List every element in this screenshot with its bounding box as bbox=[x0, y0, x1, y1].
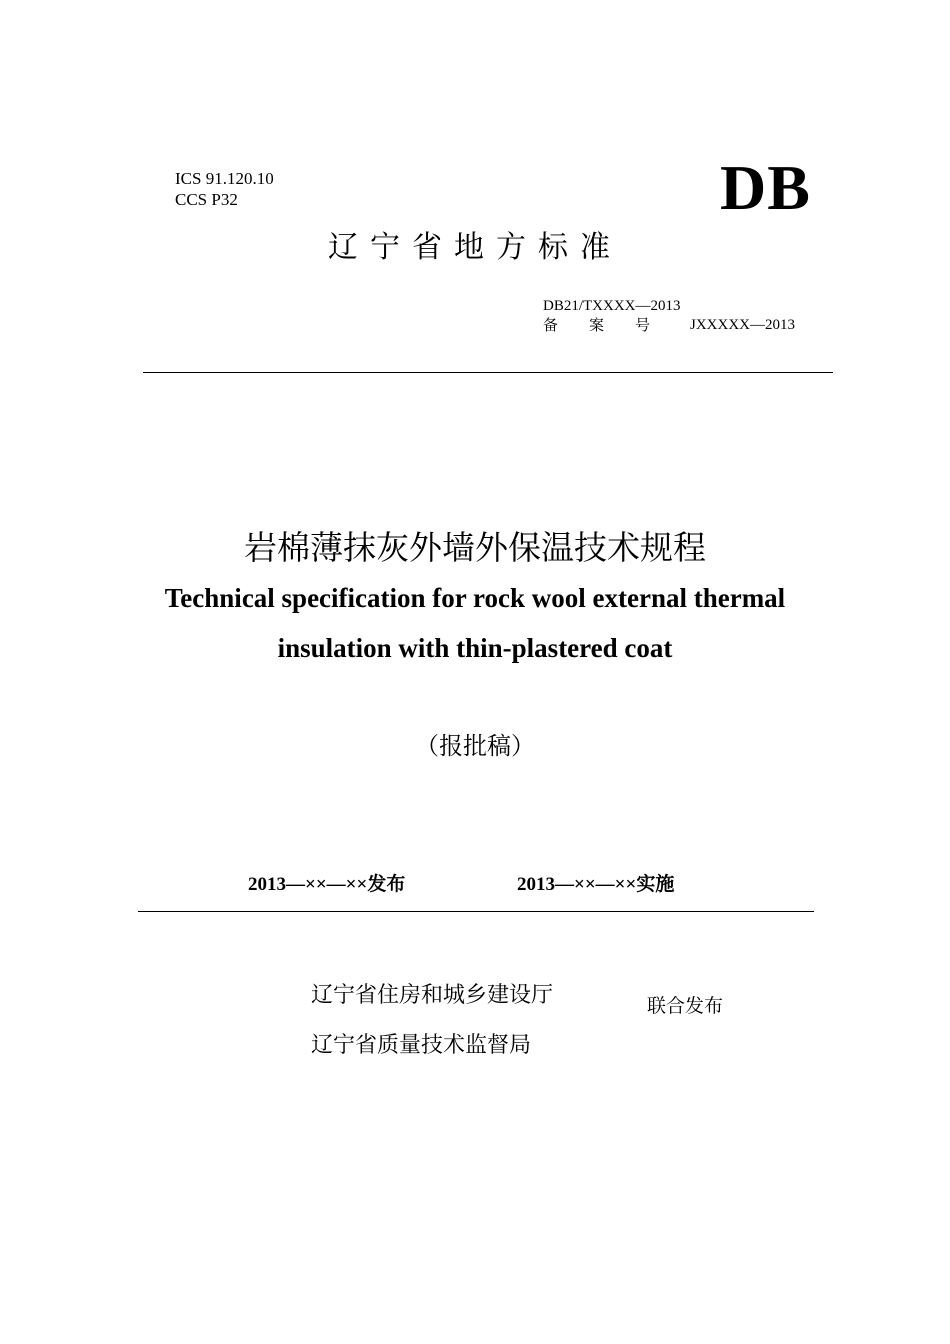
issue-date-value: 2013—××—×× bbox=[248, 874, 368, 895]
standard-type: 辽宁省地方标准 bbox=[328, 230, 622, 265]
title-chinese: 岩棉薄抹灰外墙外保温技术规程 bbox=[244, 528, 706, 567]
filing-number: JXXXXX—2013 bbox=[690, 317, 795, 333]
filing-record bbox=[543, 316, 813, 335]
implementation-date-value: 2013—××—×× bbox=[517, 874, 637, 895]
classification-codes bbox=[175, 168, 274, 210]
footer-divider bbox=[138, 911, 814, 912]
title-english-line1: Technical specification for rock wool external thermal bbox=[164, 583, 786, 613]
ics-code: ICS 91.120.10 bbox=[175, 169, 274, 188]
issue-date bbox=[248, 870, 405, 899]
issuer-housing-department: 辽宁省住房和城乡建设厅 bbox=[311, 983, 554, 1008]
issue-date-suffix: 发布 bbox=[367, 873, 406, 895]
implementation-date bbox=[517, 870, 674, 899]
filing-label: 备案号 bbox=[543, 316, 682, 334]
title-english-line2: insulation with thin-plastered coat bbox=[277, 633, 673, 663]
draft-status: （报批稿） bbox=[415, 732, 535, 760]
implementation-date-suffix: 实施 bbox=[636, 873, 675, 895]
joint-issue-label: 联合发布 bbox=[647, 995, 724, 1017]
standard-number: DB21/TXXXX—2013 bbox=[543, 298, 681, 314]
issuer-quality-bureau: 辽宁省质量技术监督局 bbox=[311, 1033, 532, 1058]
ccs-code: CCS P32 bbox=[175, 190, 238, 209]
header-divider bbox=[143, 372, 833, 373]
db-logo: DB bbox=[720, 152, 811, 223]
